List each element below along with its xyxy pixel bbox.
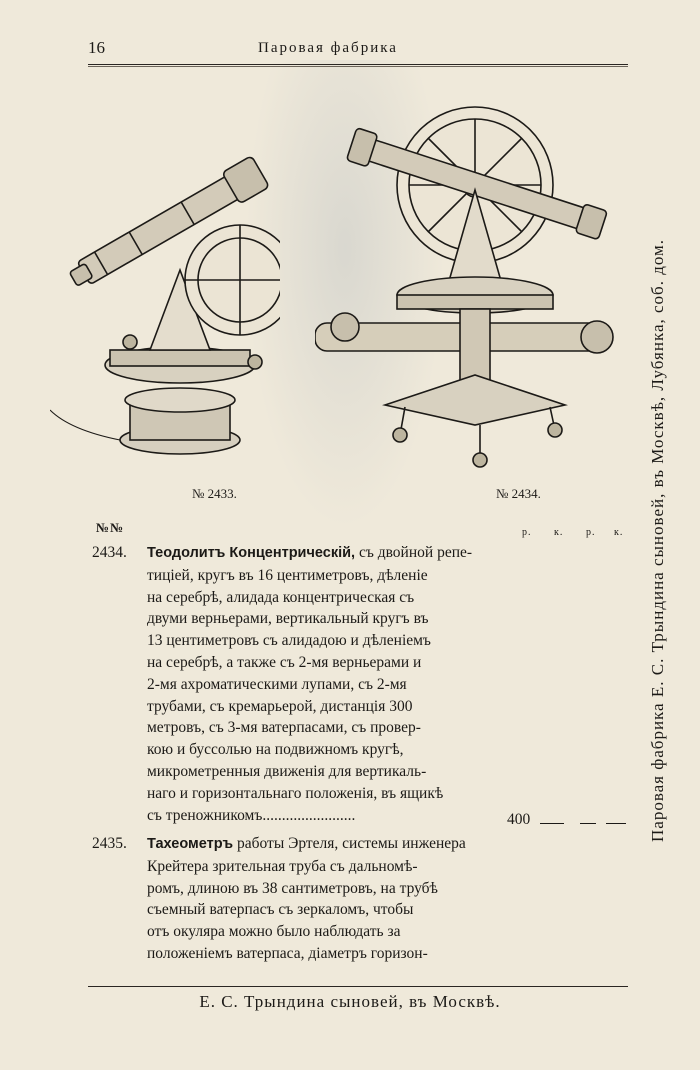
entry-line: микрометренныя движенія для вертикаль- xyxy=(147,762,427,780)
side-imprint: Паровая фабрика Е. С. Трындина сыновей, въ Москвѣ, Лубянка, соб. дом. xyxy=(648,238,667,842)
entry-line: кою и буссолью на подвижномъ кругѣ, xyxy=(147,741,404,759)
entry-line: съемный ватерпасъ съ зеркаломъ, чтобы xyxy=(147,901,414,919)
page-number: 16 xyxy=(88,38,105,57)
entry-line: съ двойной репе- xyxy=(355,544,473,561)
footer-rule xyxy=(88,986,628,987)
figure-caption-2434: № 2434. xyxy=(496,486,541,501)
catalog-entry-2435 xyxy=(92,833,500,965)
entry-line: Крейтера зрительная труба съ дальномѣ- xyxy=(147,857,418,875)
entry-description xyxy=(147,542,500,826)
theodolite-2433-illustration xyxy=(50,110,280,480)
entry-line: трубами, съ кремарьерой, дистанція 300 xyxy=(147,697,413,715)
price-header-kopecks-2: к. xyxy=(614,527,624,538)
price-header-rubles-2: р. xyxy=(586,527,596,538)
price-2434: 400 xyxy=(507,811,531,828)
entry-line: наго и горизонтальнаго положенія, въ ящикѣ xyxy=(147,784,444,802)
price-dash xyxy=(580,823,596,824)
theodolite-2434-illustration xyxy=(315,95,625,475)
entry-line: двуми верньерами, вертикальный кругъ въ xyxy=(147,610,429,628)
price-dash xyxy=(540,823,564,824)
header-rule-thin xyxy=(88,66,628,67)
price-dash xyxy=(606,823,626,824)
running-head: Паровая фабрика xyxy=(258,40,398,56)
price-header-rubles-1: р. xyxy=(522,527,532,538)
entry-line: тиціей, кругъ въ 16 центиметровъ, дѣленіе xyxy=(147,566,428,584)
catalog-entry-2434 xyxy=(92,542,500,826)
entry-line: отъ окуляра можно было наблюдать за xyxy=(147,923,401,941)
entry-line: работы Эртеля, системы инженера xyxy=(233,835,466,852)
entry-title: Тахеометръ xyxy=(147,836,234,852)
entry-title: Теодолитъ Концентрическій, xyxy=(147,545,356,561)
entry-line: 2-мя ахроматическими лупами, съ 2-мя xyxy=(147,675,407,693)
entry-description xyxy=(147,833,500,965)
entry-number: 2435. xyxy=(92,835,127,852)
figure-caption-2433: № 2433. xyxy=(192,486,237,501)
header-rule xyxy=(88,64,628,65)
number-column-marker: №№ xyxy=(96,520,125,535)
footer-imprint: Е. С. Трындина сыновей, въ Москвѣ. xyxy=(199,992,501,1011)
entry-line: на серебрѣ, алидада концентрическая съ xyxy=(147,588,415,606)
entry-line: съ треножникомъ........................ xyxy=(147,806,356,824)
entry-line: метровъ, съ 3-мя ватерпасами, съ провер- xyxy=(147,719,421,737)
entry-line: положеніемъ ватерпаса, діаметръ горизон- xyxy=(147,944,428,962)
price-header-kopecks-1: к. xyxy=(554,527,564,538)
entry-line: на серебрѣ, а также съ 2-мя верньерами и xyxy=(147,653,422,671)
entry-number: 2434. xyxy=(92,544,127,561)
entry-line: ромъ, длиною въ 38 сантиметровъ, на трубѣ xyxy=(147,879,438,897)
entry-line: 13 центиметровъ съ алидадою и дѣленіемъ xyxy=(147,632,431,650)
